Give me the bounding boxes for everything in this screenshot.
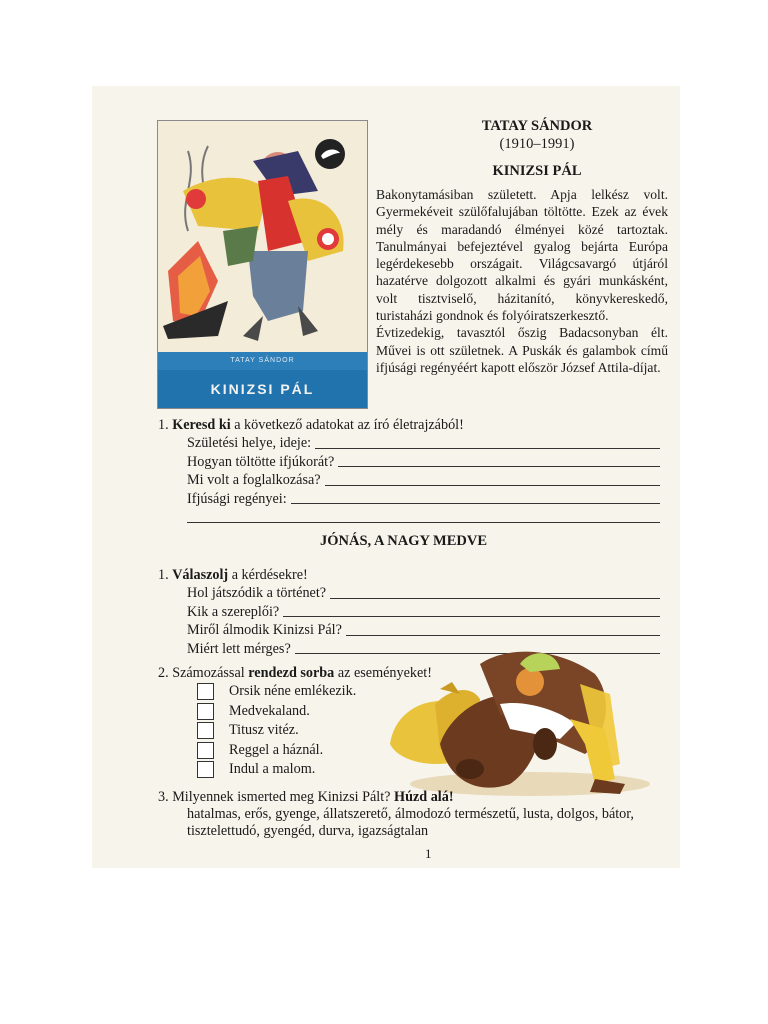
- author-years: (1910–1991): [499, 136, 575, 152]
- order-item: Indul a malom.: [197, 760, 408, 780]
- task-number: 3.: [158, 789, 169, 805]
- bear-wrestling-illustration: [380, 644, 670, 804]
- answer-field[interactable]: Miről álmodik Kinizsi Pál?: [187, 621, 668, 640]
- task-instruction-bold: Válaszolj: [172, 567, 229, 583]
- task-instruction-bold: Húzd alá!: [394, 789, 454, 805]
- book-title: KINIZSI PÁL: [492, 163, 582, 179]
- answer-field[interactable]: Kik a szereplői?: [187, 603, 668, 622]
- author-section: [376, 118, 668, 376]
- number-box[interactable]: [197, 703, 214, 720]
- task-underline-traits: [158, 789, 678, 840]
- order-item: Medvekaland.: [197, 702, 408, 722]
- task-find-data: [158, 416, 668, 523]
- traits-line[interactable]: hatalmas, erős, gyenge, állatszerető, álmodozó természetű, lusta, dolgos, bátor,: [187, 806, 634, 822]
- number-box[interactable]: [197, 722, 214, 739]
- answer-field[interactable]: Születési helye, ideje:: [187, 434, 668, 453]
- task-order-events: 2. Számozással rendezd sorba az eseményeket! Orsik néne emlékezik. Medvekaland. Titusz vitéz. Reggel a háznál. Indul a malom.: [158, 664, 408, 780]
- task-instruction: Milyennek ismerted meg Kinizsi Pált?: [172, 789, 391, 805]
- task-number: 1.: [158, 417, 169, 433]
- bio-paragraph-1: Bakonytamásiban született. Apja lelkész volt. Gyermekéveit szülőfalujában töltötte. Ezek az évek mély és maradandó élményei közé tartoztak. Tanulmányai befejeztével gyalog bejárta Európa legérdekesebb országait. Világcsavargó útjáról hazatérve dolgozott alkalmi és gyári munkásként, volt tisztviselő, házitanító, könyvkereskedő, turistaházi gondnok és folyóiratszerkesztő.: [376, 187, 668, 324]
- author-biography: [376, 186, 668, 376]
- order-item: Reggel a háznál.: [197, 741, 408, 761]
- task-number: 1.: [158, 567, 169, 583]
- answer-field[interactable]: Hol játszódik a történet?: [187, 584, 668, 603]
- section-title: JÓNÁS, A NAGY MEDVE: [320, 533, 488, 549]
- number-box[interactable]: [197, 683, 214, 700]
- fire-illustration: [163, 146, 228, 339]
- task-instruction-bold: rendezd sorba: [248, 665, 335, 681]
- number-box[interactable]: [197, 742, 214, 759]
- traits-line[interactable]: tisztelettudó, gyengéd, durva, igazságtalan: [187, 823, 429, 839]
- answer-field[interactable]: Miért lett mérges?: [187, 640, 668, 659]
- answer-field[interactable]: Mi volt a foglalkozása?: [187, 471, 668, 490]
- task-instruction: a kérdésekre!: [231, 567, 308, 583]
- order-item: Orsik néne emlékezik.: [197, 682, 408, 702]
- order-item: Titusz vitéz.: [197, 721, 408, 741]
- number-box[interactable]: [197, 761, 214, 778]
- page-number: 1: [425, 846, 432, 861]
- cover-author: TATAY SÁNDOR: [158, 352, 367, 370]
- book-cover-image: [157, 120, 368, 409]
- answer-field[interactable]: Ifjúsági regényei:: [187, 490, 668, 509]
- answer-blank-line[interactable]: [187, 508, 660, 523]
- author-name: TATAY SÁNDOR: [481, 118, 593, 134]
- task-number: 2.: [158, 665, 169, 681]
- answer-field[interactable]: Hogyan töltötte ifjúkorát?: [187, 453, 668, 472]
- cover-title: KINIZSI PÁL: [158, 370, 367, 408]
- bio-paragraph-2: Évtizedekig, tavasztól őszig Badacsonyban élt. Művei is ott születnek. A Puskák és galambok című ifjúsági regényéért kapott először József Attila-díjat.: [376, 325, 668, 375]
- task-instruction-bold: Keresd ki: [172, 417, 231, 433]
- task-instruction: a következő adatokat az író életrajzából!: [234, 417, 464, 433]
